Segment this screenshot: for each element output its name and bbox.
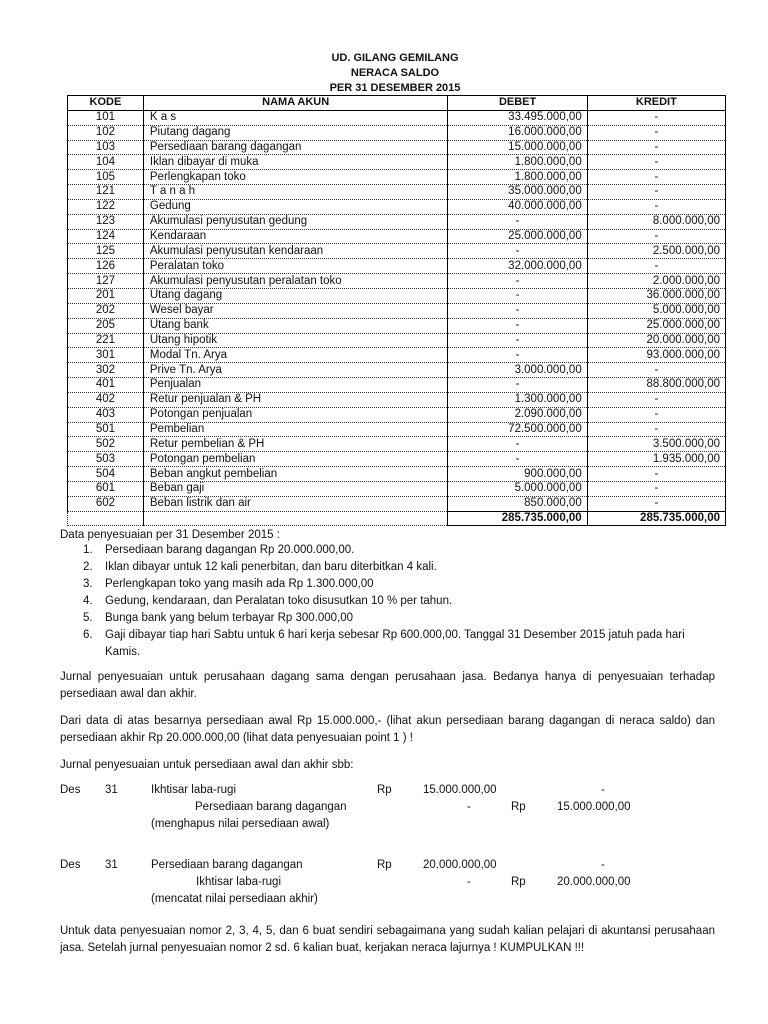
table-row bbox=[68, 259, 726, 274]
table-row bbox=[68, 140, 726, 155]
adjustment-item bbox=[60, 542, 720, 559]
credit-amount: 5.000.000,00 bbox=[587, 303, 725, 318]
journal-credit-amount: 15.000.000,00 bbox=[557, 801, 631, 813]
journal-credit-account: Persediaan barang dagangan bbox=[195, 801, 347, 813]
credit-amount: 36.000.000,00 bbox=[587, 288, 725, 303]
account-code: 503 bbox=[68, 452, 144, 467]
debit-amount: 850.000,00 bbox=[448, 496, 587, 511]
credit-amount: - bbox=[587, 140, 725, 155]
total-debit: 285.735.000,00 bbox=[448, 511, 587, 526]
account-code: 302 bbox=[68, 363, 144, 378]
account-code: 103 bbox=[68, 140, 144, 155]
header-nama-akun: NAMA AKUN bbox=[143, 96, 448, 111]
debit-amount: - bbox=[448, 348, 587, 363]
journal-debit-credit-dash: - bbox=[601, 859, 605, 871]
paragraph-journal-intro: Jurnal penyesuaian untuk persediaan awal dan akhir sbb: bbox=[60, 759, 354, 771]
account-name: Akumulasi penyusutan gedung bbox=[143, 214, 448, 229]
debit-amount: - bbox=[448, 274, 587, 289]
total-empty-kode bbox=[68, 511, 144, 526]
account-name: Modal Tn. Arya bbox=[143, 348, 448, 363]
adjustment-item bbox=[60, 627, 720, 661]
journal-note: (mencatat nilai persediaan akhir) bbox=[151, 893, 318, 905]
adjustment-item bbox=[60, 593, 720, 610]
account-name: Utang dagang bbox=[143, 288, 448, 303]
account-name: T a n a h bbox=[143, 185, 448, 200]
trial-balance-table bbox=[67, 95, 726, 526]
adjustment-text: Perlengkapan toko yang masih ada Rp 1.300.000,00 bbox=[105, 578, 374, 590]
account-name: Beban listrik dan air bbox=[143, 496, 448, 511]
credit-amount: - bbox=[587, 199, 725, 214]
credit-amount: 25.000.000,00 bbox=[587, 318, 725, 333]
journal-credit-debit-dash: - bbox=[467, 801, 471, 813]
credit-amount: 2.500.000,00 bbox=[587, 244, 725, 259]
debit-amount: - bbox=[448, 378, 587, 393]
account-name: Potongan penjualan bbox=[143, 407, 448, 422]
adjustments-heading: Data penyesuaian per 31 Desember 2015 : bbox=[60, 529, 280, 541]
journal-debit-amount: 15.000.000,00 bbox=[423, 784, 497, 796]
header-debet: DEBET bbox=[448, 96, 587, 111]
total-row bbox=[68, 511, 726, 526]
account-name: Gedung bbox=[143, 199, 448, 214]
debit-amount: 72.500.000,00 bbox=[448, 422, 587, 437]
journal-debit-rp: Rp bbox=[377, 859, 392, 871]
account-name: Retur penjualan & PH bbox=[143, 392, 448, 407]
table-row bbox=[68, 199, 726, 214]
report-name: NERACA SALDO bbox=[350, 67, 440, 79]
debit-amount: - bbox=[448, 333, 587, 348]
table-row bbox=[68, 229, 726, 244]
credit-amount: 1.935.000,00 bbox=[587, 452, 725, 467]
credit-amount: 88.800.000,00 bbox=[587, 378, 725, 393]
credit-amount: - bbox=[587, 363, 725, 378]
journal-credit-account: Ikhtisar laba-rugi bbox=[196, 876, 282, 888]
debit-amount: 1.300.000,00 bbox=[448, 392, 587, 407]
debit-amount: - bbox=[448, 452, 587, 467]
account-name: Penjualan bbox=[143, 378, 448, 393]
total-credit: 285.735.000,00 bbox=[587, 511, 725, 526]
adjustment-text: Gedung, kendaraan, dan Peralatan toko disusutkan 10 % per tahun. bbox=[105, 595, 453, 607]
account-name: Wesel bayar bbox=[143, 303, 448, 318]
adjustment-number: 1. bbox=[83, 544, 93, 556]
account-name: Akumulasi penyusutan peralatan toko bbox=[143, 274, 448, 289]
debit-amount: 1.800.000,00 bbox=[448, 155, 587, 170]
account-name: Retur pembelian & PH bbox=[143, 437, 448, 452]
adjustment-text: Bunga bank yang belum terbayar Rp 300.000,00 bbox=[105, 612, 354, 624]
account-code: 504 bbox=[68, 467, 144, 482]
account-name: Persediaan barang dagangan bbox=[143, 140, 448, 155]
debit-amount: 33.495.000,00 bbox=[448, 110, 587, 125]
adjustment-item bbox=[60, 610, 720, 627]
table-row bbox=[68, 110, 726, 125]
credit-amount: - bbox=[587, 155, 725, 170]
account-code: 126 bbox=[68, 259, 144, 274]
account-code: 101 bbox=[68, 110, 144, 125]
company-name: UD. GILANG GEMILANG bbox=[331, 52, 459, 64]
debit-amount: - bbox=[448, 214, 587, 229]
debit-amount: 15.000.000,00 bbox=[448, 140, 587, 155]
credit-amount: - bbox=[587, 170, 725, 185]
journal-credit-rp: Rp bbox=[511, 876, 526, 888]
table-body bbox=[68, 110, 726, 526]
adjustment-number: 6. bbox=[83, 629, 93, 641]
account-name: Peralatan toko bbox=[143, 259, 448, 274]
account-name: Kendaraan bbox=[143, 229, 448, 244]
table-row bbox=[68, 155, 726, 170]
credit-amount: - bbox=[587, 496, 725, 511]
journal-debit-rp: Rp bbox=[377, 784, 392, 796]
credit-amount: - bbox=[587, 185, 725, 200]
credit-amount: 2.000.000,00 bbox=[587, 274, 725, 289]
account-code: 202 bbox=[68, 303, 144, 318]
journal-debit-amount: 20.000.000,00 bbox=[423, 859, 497, 871]
journal-credit-rp: Rp bbox=[511, 801, 526, 813]
table-row bbox=[68, 407, 726, 422]
table-row bbox=[68, 185, 726, 200]
debit-amount: 40.000.000,00 bbox=[448, 199, 587, 214]
adjustment-text: Iklan dibayar untuk 12 kali penerbitan, dan baru diterbitkan 4 kali. bbox=[105, 561, 437, 573]
debit-amount: - bbox=[448, 303, 587, 318]
table-row bbox=[68, 274, 726, 289]
credit-amount: - bbox=[587, 392, 725, 407]
table-row bbox=[68, 170, 726, 185]
journal-credit-amount: 20.000.000,00 bbox=[557, 876, 631, 888]
debit-amount: - bbox=[448, 244, 587, 259]
account-name: K a s bbox=[143, 110, 448, 125]
journal-day: 31 bbox=[105, 859, 118, 871]
adjustments-list bbox=[60, 542, 720, 661]
table-row bbox=[68, 333, 726, 348]
account-name: Akumulasi penyusutan kendaraan bbox=[143, 244, 448, 259]
journal-month: Des bbox=[60, 859, 81, 871]
account-code: 502 bbox=[68, 437, 144, 452]
credit-amount: - bbox=[587, 407, 725, 422]
paragraph-assignment: Untuk data penyesuaian nomor 2, 3, 4, 5, dan 6 buat sendiri sebagaimana yang sudah kalian pelajari di akuntansi perusahaan jasa. Setelah jurnal penyesuaian nomor 2 sd. 6 kalian buat, kerjakan neraca lajurnya ! KUMPULKAN !!! bbox=[60, 925, 715, 954]
table-row bbox=[68, 496, 726, 511]
adjustment-item bbox=[60, 576, 720, 593]
debit-amount: 2.090.000,00 bbox=[448, 407, 587, 422]
account-code: 125 bbox=[68, 244, 144, 259]
account-code: 123 bbox=[68, 214, 144, 229]
table-row bbox=[68, 392, 726, 407]
journal-credit-debit-dash: - bbox=[467, 876, 471, 888]
account-code: 102 bbox=[68, 125, 144, 140]
debit-amount: 16.000.000,00 bbox=[448, 125, 587, 140]
header-kredit: KREDIT bbox=[587, 96, 725, 111]
credit-amount: - bbox=[587, 422, 725, 437]
table-row bbox=[68, 214, 726, 229]
table-row bbox=[68, 303, 726, 318]
adjustment-text: Gaji dibayar tiap hari Sabtu untuk 6 hari kerja sebesar Rp 600.000,00. Tanggal 31 Desember 2015 jatuh pada hari Kamis. bbox=[105, 629, 685, 658]
account-name: Beban gaji bbox=[143, 481, 448, 496]
credit-amount: - bbox=[587, 125, 725, 140]
report-title-block bbox=[60, 51, 730, 96]
debit-amount: 5.000.000,00 bbox=[448, 481, 587, 496]
journal-debit-credit-dash: - bbox=[601, 784, 605, 796]
journal-debit-account: Persediaan barang dagangan bbox=[151, 859, 303, 871]
credit-amount: 3.500.000,00 bbox=[587, 437, 725, 452]
table-row bbox=[68, 378, 726, 393]
account-code: 221 bbox=[68, 333, 144, 348]
table-row bbox=[68, 452, 726, 467]
credit-amount: 20.000.000,00 bbox=[587, 333, 725, 348]
account-code: 403 bbox=[68, 407, 144, 422]
paragraph-journal-note: Jurnal penyesuaian untuk perusahaan dagang sama dengan perusahaan jasa. Bedanya hanya di penyesuaian terhadap persediaan awal dan akhir. bbox=[60, 671, 715, 700]
account-code: 121 bbox=[68, 185, 144, 200]
table-row bbox=[68, 467, 726, 482]
table-row bbox=[68, 437, 726, 452]
header-kode: KODE bbox=[68, 96, 144, 111]
account-name: Utang hipotik bbox=[143, 333, 448, 348]
debit-amount: 3.000.000,00 bbox=[448, 363, 587, 378]
debit-amount: 900.000,00 bbox=[448, 467, 587, 482]
account-code: 601 bbox=[68, 481, 144, 496]
journal-note: (menghapus nilai persediaan awal) bbox=[151, 818, 330, 830]
account-code: 104 bbox=[68, 155, 144, 170]
account-name: Pembelian bbox=[143, 422, 448, 437]
journal-day: 31 bbox=[105, 784, 118, 796]
table-header-row bbox=[68, 96, 726, 111]
account-code: 205 bbox=[68, 318, 144, 333]
adjustment-number: 4. bbox=[83, 595, 93, 607]
debit-amount: - bbox=[448, 288, 587, 303]
credit-amount: - bbox=[587, 467, 725, 482]
account-code: 402 bbox=[68, 392, 144, 407]
credit-amount: 93.000.000,00 bbox=[587, 348, 725, 363]
credit-amount: - bbox=[587, 110, 725, 125]
journal-debit-account: Ikhtisar laba-rugi bbox=[151, 784, 237, 796]
adjustment-number: 2. bbox=[83, 561, 93, 573]
table-row bbox=[68, 125, 726, 140]
account-name: Perlengkapan toko bbox=[143, 170, 448, 185]
table-row bbox=[68, 348, 726, 363]
credit-amount: - bbox=[587, 259, 725, 274]
paragraph-inventory-note: Dari data di atas besarnya persediaan awal Rp 15.000.000,- (lihat akun persediaan barang dagangan di neraca saldo) dan persediaan akhir Rp 20.000.000,00 (lihat data penyesuaian point 1 ) ! bbox=[60, 715, 715, 744]
adjustment-item bbox=[60, 559, 720, 576]
debit-amount: 25.000.000,00 bbox=[448, 229, 587, 244]
account-code: 301 bbox=[68, 348, 144, 363]
debit-amount: - bbox=[448, 437, 587, 452]
account-code: 122 bbox=[68, 199, 144, 214]
credit-amount: - bbox=[587, 481, 725, 496]
account-code: 602 bbox=[68, 496, 144, 511]
account-name: Utang bank bbox=[143, 318, 448, 333]
table-row bbox=[68, 244, 726, 259]
adjustment-text: Persediaan barang dagangan Rp 20.000.000,00. bbox=[105, 544, 355, 556]
credit-amount: - bbox=[587, 229, 725, 244]
credit-amount: 8.000.000,00 bbox=[587, 214, 725, 229]
account-name: Piutang dagang bbox=[143, 125, 448, 140]
report-period: PER 31 DESEMBER 2015 bbox=[329, 82, 461, 94]
table-row bbox=[68, 288, 726, 303]
account-code: 105 bbox=[68, 170, 144, 185]
account-name: Potongan pembelian bbox=[143, 452, 448, 467]
adjustment-number: 3. bbox=[83, 578, 93, 590]
journal-month: Des bbox=[60, 784, 81, 796]
account-code: 201 bbox=[68, 288, 144, 303]
debit-amount: 32.000.000,00 bbox=[448, 259, 587, 274]
table-row bbox=[68, 363, 726, 378]
account-code: 127 bbox=[68, 274, 144, 289]
account-name: Prive Tn. Arya bbox=[143, 363, 448, 378]
account-name: Beban angkut pembelian bbox=[143, 467, 448, 482]
total-empty-nama bbox=[143, 511, 448, 526]
debit-amount: 35.000.000,00 bbox=[448, 185, 587, 200]
debit-amount: - bbox=[448, 318, 587, 333]
table-row bbox=[68, 318, 726, 333]
adjustment-number: 5. bbox=[83, 612, 93, 624]
account-code: 501 bbox=[68, 422, 144, 437]
account-code: 401 bbox=[68, 378, 144, 393]
account-name: Iklan dibayar di muka bbox=[143, 155, 448, 170]
debit-amount: 1.800.000,00 bbox=[448, 170, 587, 185]
table-row bbox=[68, 422, 726, 437]
account-code: 124 bbox=[68, 229, 144, 244]
table-row bbox=[68, 481, 726, 496]
